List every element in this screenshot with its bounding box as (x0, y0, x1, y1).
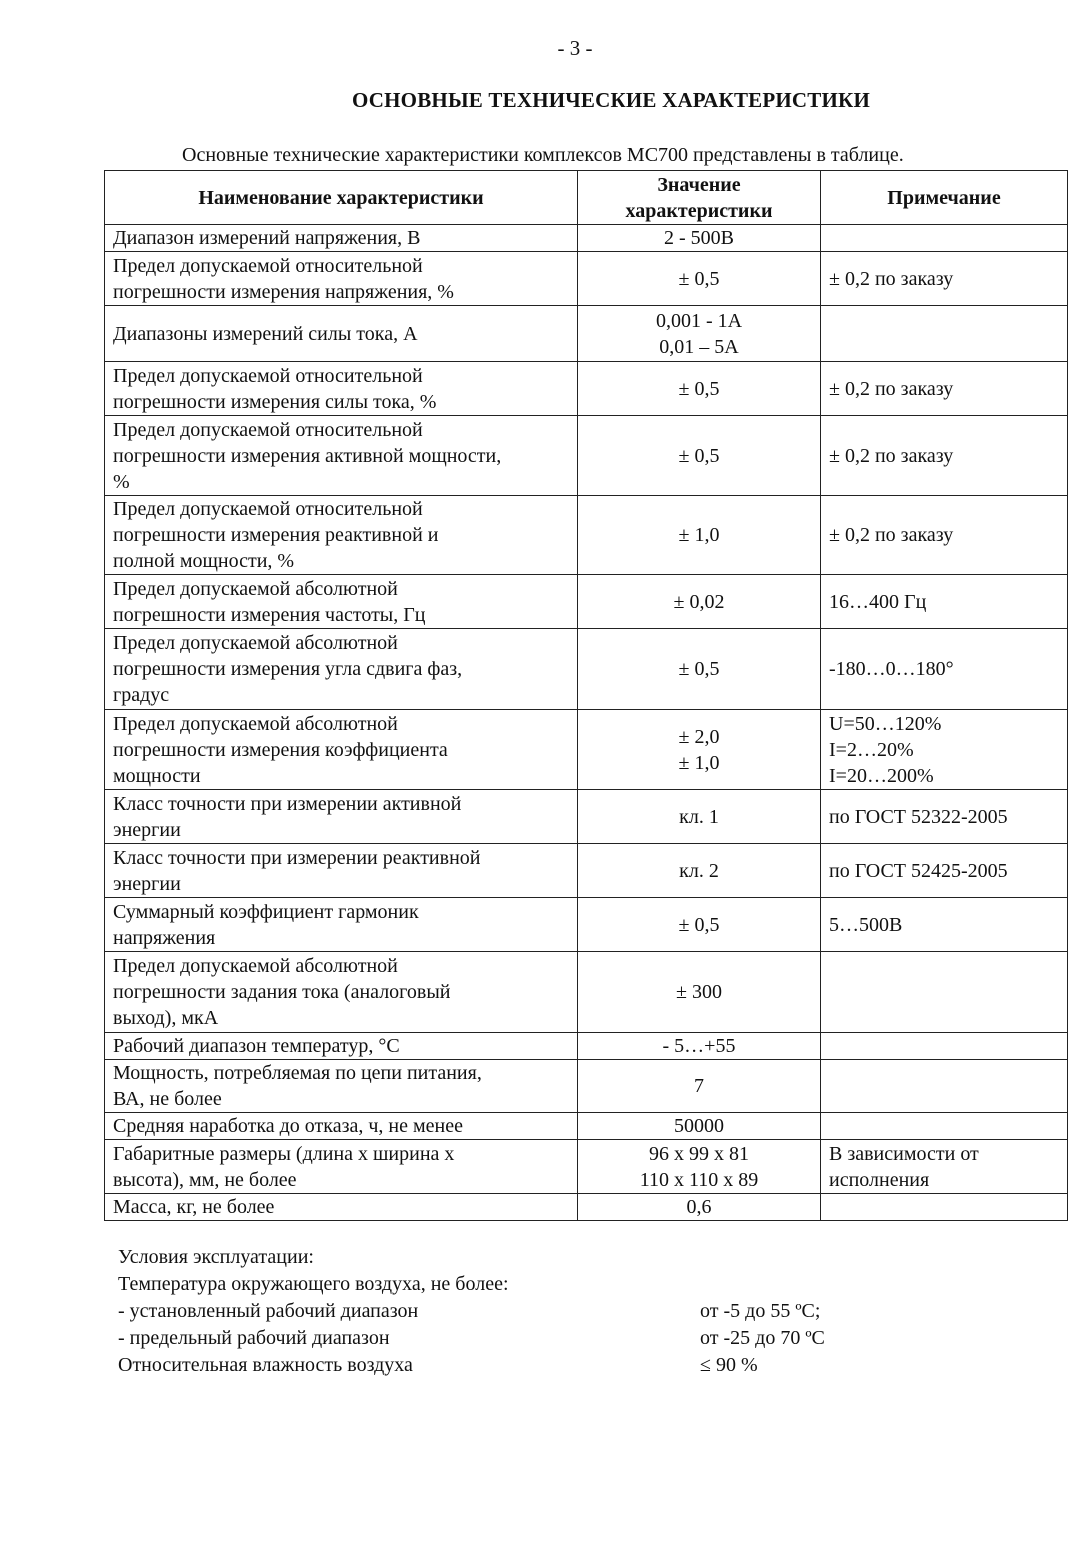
cell-name-line: погрешности измерения реактивной и (113, 524, 439, 546)
cell-value (578, 252, 821, 306)
cell-note (821, 225, 1068, 252)
cell-name (105, 225, 578, 252)
cell-note-line: В зависимости от (829, 1142, 979, 1165)
cell-name (105, 844, 578, 898)
cell-value (578, 952, 821, 1033)
cell-name-line: погрешности измерения частоты, Гц (113, 603, 426, 626)
cell-name-line: погрешности измерения активной мощности, (113, 444, 502, 467)
cell-value (578, 225, 821, 252)
operating-conditions (118, 1244, 825, 1379)
table-row (105, 1033, 1068, 1060)
cell-note (821, 1140, 1068, 1194)
cell-name-line: напряжения (113, 926, 216, 949)
cell-name-line: Предел допускаемой абсолютной (113, 955, 398, 977)
condition-value: от -25 до 70 ºС (700, 1327, 825, 1349)
cell-name (105, 496, 578, 575)
cell-note (821, 952, 1068, 1033)
cell-name (105, 1113, 578, 1140)
condition-item (118, 1352, 758, 1379)
header-value (578, 171, 821, 225)
cell-name (105, 629, 578, 710)
table-row (105, 1140, 1068, 1194)
page-title: ОСНОВНЫЕ ТЕХНИЧЕСКИЕ ХАРАКТЕРИСТИКИ (351, 88, 870, 112)
cell-name (105, 306, 578, 362)
cell-value-line: 0,6 (686, 1196, 712, 1218)
cell-name-line: Класс точности при измерении активной (113, 792, 462, 815)
table-row (105, 952, 1068, 1033)
cell-name-line: мощности (113, 764, 201, 787)
cell-name-line: энергии (113, 872, 181, 895)
table-row (105, 306, 1068, 362)
cell-name (105, 575, 578, 629)
cell-note (821, 362, 1068, 416)
cell-note-line: ± 0,2 по заказу (829, 267, 954, 290)
table-row (105, 416, 1068, 496)
cell-value (578, 575, 821, 629)
cell-note-line: ± 0,2 по заказу (829, 524, 954, 546)
cell-value-line: ± 0,5 (678, 267, 720, 290)
table-row (105, 790, 1068, 844)
cell-value (578, 1113, 821, 1140)
table-row (105, 629, 1068, 710)
condition-label: Относительная влажность воздуха (118, 1354, 413, 1376)
cell-note (821, 416, 1068, 496)
cell-note-line: 16…400 Гц (829, 590, 927, 613)
table-row (105, 496, 1068, 575)
cell-note-line: ± 0,2 по заказу (829, 377, 954, 400)
cell-value (578, 306, 821, 362)
cell-note-line: ± 0,2 по заказу (829, 444, 954, 467)
cell-note (821, 252, 1068, 306)
cell-value (578, 844, 821, 898)
table-row (105, 252, 1068, 306)
cell-name (105, 362, 578, 416)
cell-name-line: Диапазон измерений напряжения, В (113, 227, 421, 249)
cell-value (578, 1140, 821, 1194)
cell-note-line: по ГОСТ 52425-2005 (829, 859, 1008, 882)
cell-name-line: погрешности измерения силы тока, % (113, 390, 437, 413)
cell-name-line: Предел допускаемой абсолютной (113, 632, 398, 654)
cell-name-line: ВА, не более (113, 1088, 222, 1110)
cell-name-line: Габаритные размеры (длина х ширина х (113, 1142, 455, 1165)
cell-name-line: Средняя наработка до отказа, ч, не менее (113, 1115, 463, 1137)
cell-value-line: ± 2,0 (678, 725, 720, 748)
cell-note-line: I=20…200% (829, 764, 934, 787)
page-number: - 3 - (557, 36, 593, 60)
cell-name (105, 416, 578, 496)
table-row (105, 225, 1068, 252)
cell-value-line: 50000 (674, 1115, 724, 1137)
cell-value-line: ± 1,0 (678, 524, 720, 546)
cell-name-line: Диапазоны измерений силы тока, А (113, 322, 418, 345)
cell-value-line: ± 0,5 (678, 377, 720, 400)
cell-note-line: исполнения (829, 1168, 930, 1191)
cell-name-line: выход), мкА (113, 1007, 219, 1029)
cell-name (105, 1060, 578, 1113)
cell-note (821, 575, 1068, 629)
cell-name (105, 952, 578, 1033)
cell-value-line: 96 х 99 х 81 (649, 1142, 749, 1165)
cell-name-line: полной мощности, % (113, 550, 295, 572)
cell-name (105, 252, 578, 306)
cell-value-line: 0,001 - 1А (655, 309, 743, 332)
intro-text: Основные технические характеристики комплексов МС700 представлены в таблице. (182, 144, 904, 166)
conditions-heading: Условия эксплуатации: (118, 1246, 314, 1268)
cell-name-line: погрешности измерения угла сдвига фаз, (113, 658, 463, 680)
cell-name-line: Предел допускаемой относительной (113, 498, 423, 520)
cell-name (105, 1194, 578, 1221)
header-name: Наименование характеристики (105, 171, 578, 225)
cell-value-line: ± 0,5 (678, 444, 720, 467)
cell-note (821, 844, 1068, 898)
cell-name (105, 898, 578, 952)
cell-note (821, 1060, 1068, 1113)
cell-name (105, 790, 578, 844)
cell-value (578, 1060, 821, 1113)
cell-name-line: Рабочий диапазон температур, °С (113, 1035, 400, 1057)
cell-note (821, 1194, 1068, 1221)
cell-note-line: 5…500В (829, 913, 903, 936)
cell-note-line: U=50…120% (829, 712, 942, 735)
cell-value-line: ± 0,02 (673, 590, 725, 613)
condition-item (118, 1298, 821, 1325)
cell-name-line: Предел допускаемой абсолютной (113, 577, 398, 600)
cell-value (578, 362, 821, 416)
header-note: Примечание (821, 171, 1068, 225)
cell-value (578, 416, 821, 496)
condition-item (118, 1325, 825, 1352)
cell-value-line: ± 1,0 (678, 751, 720, 774)
table-row (105, 1060, 1068, 1113)
cell-note (821, 1113, 1068, 1140)
cell-name-line: Предел допускаемой относительной (113, 254, 423, 277)
table-row (105, 1194, 1068, 1221)
cell-name-line: Суммарный коэффициент гармоник (113, 900, 419, 923)
cell-name-line: Предел допускаемой абсолютной (113, 712, 398, 735)
cell-value-line: ± 0,5 (678, 658, 720, 680)
condition-value: ≤ 90 % (700, 1354, 758, 1376)
cell-name-line: энергии (113, 818, 181, 841)
cell-value-line: ± 300 (676, 981, 722, 1003)
cell-name-line: погрешности измерения напряжения, % (113, 280, 454, 303)
temperature-heading: Температура окружающего воздуха, не более: (118, 1273, 509, 1295)
cell-value-line: - 5…+55 (662, 1035, 736, 1057)
condition-value: от -5 до 55 ºС; (700, 1300, 821, 1322)
cell-note (821, 790, 1068, 844)
header-value-line1: Значение (657, 173, 741, 196)
cell-note-line: по ГОСТ 52322-2005 (829, 805, 1008, 828)
table-row (105, 844, 1068, 898)
cell-name (105, 1140, 578, 1194)
cell-note (821, 496, 1068, 575)
cell-note (821, 898, 1068, 952)
cell-name-line: высота), мм, не более (113, 1168, 297, 1191)
cell-name-line: Предел допускаемой относительной (113, 418, 423, 441)
cell-value-line: 7 (694, 1075, 704, 1097)
header-value-line2: характеристики (625, 199, 773, 222)
cell-value (578, 629, 821, 710)
table-row (105, 575, 1068, 629)
condition-label: - предельный рабочий диапазон (118, 1327, 390, 1349)
cell-note (821, 629, 1068, 710)
cell-value (578, 790, 821, 844)
table-header-row (105, 171, 1068, 225)
table-row (105, 898, 1068, 952)
condition-label: - установленный рабочий диапазон (118, 1300, 419, 1322)
table-row (105, 710, 1068, 790)
cell-name-line: Предел допускаемой относительной (113, 364, 423, 387)
spec-table (104, 170, 1068, 1221)
cell-value (578, 496, 821, 575)
cell-name (105, 1033, 578, 1060)
cell-value (578, 1033, 821, 1060)
table-row (105, 1113, 1068, 1140)
cell-name-line: погрешности измерения коэффициента (113, 738, 448, 761)
cell-name-line: % (113, 470, 130, 493)
cell-value-line: ± 0,5 (678, 913, 720, 936)
cell-name (105, 710, 578, 790)
cell-value-line: 0,01 – 5А (659, 335, 739, 358)
cell-note-line: -180…0…180° (829, 658, 954, 680)
cell-value-line: 110 х 110 х 89 (639, 1168, 759, 1191)
cell-name-line: Класс точности при измерении реактивной (113, 846, 481, 869)
cell-value (578, 898, 821, 952)
cell-value (578, 710, 821, 790)
cell-value-line: кл. 2 (679, 859, 719, 882)
cell-value (578, 1194, 821, 1221)
cell-note (821, 710, 1068, 790)
cell-name-line: градус (113, 684, 170, 706)
cell-value-line: 2 - 500В (664, 227, 734, 249)
cell-value-line: кл. 1 (679, 805, 719, 828)
cell-note (821, 1033, 1068, 1060)
table-row (105, 362, 1068, 416)
cell-name-line: Мощность, потребляемая по цепи питания, (113, 1062, 482, 1084)
cell-note-line: I=2…20% (829, 738, 914, 761)
cell-name-line: погрешности задания тока (аналоговый (113, 981, 451, 1003)
cell-name-line: Масса, кг, не более (113, 1196, 275, 1218)
cell-note (821, 306, 1068, 362)
